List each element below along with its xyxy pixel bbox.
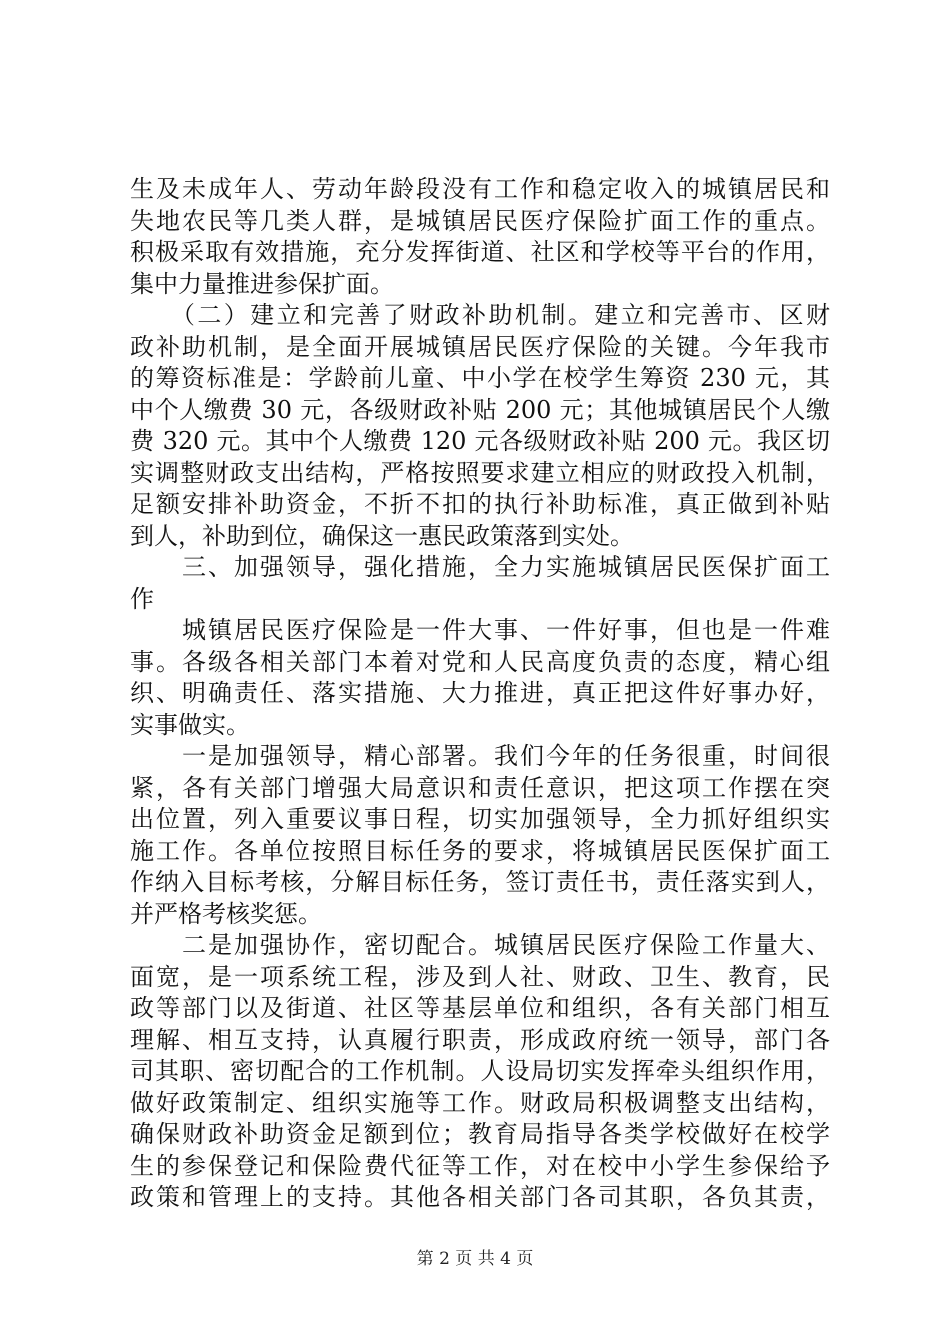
text-line: 政等部门以及街道、社区等基层单位和组织，各有关部门相互 bbox=[130, 994, 830, 1022]
text-line: 的筹资标准是：学龄前儿童、中小学在校学生筹资 230 元，其 bbox=[130, 364, 830, 392]
text-line: 政策和管理上的支持。其他各相关部门各司其职，各负其责， bbox=[130, 1183, 830, 1211]
text-line: 作纳入目标考核，分解目标任务，签订责任书，责任落实到人， bbox=[130, 868, 830, 896]
text-line: 施工作。各单位按照目标任务的要求，将城镇居民医保扩面工 bbox=[130, 836, 830, 865]
text-line: 织、明确责任、落实措施、大力推进，真正把这件好事办好， bbox=[130, 679, 830, 707]
text-line: 中个人缴费 30 元，各级财政补贴 200 元；其他城镇居民个人缴 bbox=[130, 395, 830, 424]
text-line: 确保财政补助资金足额到位；教育局指导各类学校做好在校学 bbox=[130, 1120, 830, 1148]
text-line: 集中力量推进参保扩面。 bbox=[130, 269, 394, 298]
text-line: 到人，补助到位，确保这一惠民政策落到实处。 bbox=[130, 521, 634, 550]
text-line: 一是加强领导，精心部署。我们今年的任务很重，时间很 bbox=[130, 742, 830, 770]
page-footer: 第 2 页 共 4 页 bbox=[416, 1249, 534, 1269]
text-line: 做好政策制定、组织实施等工作。财政局积极调整支出结构， bbox=[130, 1088, 830, 1117]
text-line: 生的参保登记和保险费代征等工作，对在校中小学生参保给予 bbox=[130, 1151, 830, 1180]
text-line: 作 bbox=[130, 584, 154, 613]
text-line: 费 320 元。其中个人缴费 120 元各级财政补贴 200 元。我区切 bbox=[130, 427, 830, 455]
text-line: 城镇居民医疗保险是一件大事、一件好事，但也是一件难 bbox=[130, 616, 830, 644]
text-line: 失地农民等几类人群，是城镇居民医疗保险扩面工作的重点。 bbox=[130, 206, 830, 235]
text-line: 司其职、密切配合的工作机制。人设局切实发挥牵头组织作用， bbox=[130, 1057, 830, 1085]
text-line: 足额安排补助资金，不折不扣的执行补助标准，真正做到补贴 bbox=[130, 490, 830, 518]
text-line: 并严格考核奖惩。 bbox=[130, 899, 322, 928]
text-line: 实调整财政支出结构，严格按照要求建立相应的财政投入机制， bbox=[130, 458, 830, 487]
text-line: 理解、相互支持，认真履行职责，形成政府统一领导，部门各 bbox=[130, 1025, 830, 1054]
text-line: 事。各级各相关部门本着对党和人民高度负责的态度，精心组 bbox=[130, 647, 830, 676]
text-line: 紧，各有关部门增强大局意识和责任意识，把这项工作摆在突 bbox=[130, 773, 830, 802]
text-line: （二）建立和完善了财政补助机制。建立和完善市、区财 bbox=[130, 301, 830, 329]
text-line: 出位置，列入重要议事日程，切实加强领导，全力抓好组织实 bbox=[130, 805, 830, 833]
text-line: 面宽，是一项系统工程，涉及到人社、财政、卫生、教育，民 bbox=[130, 962, 830, 991]
body-text bbox=[130, 174, 830, 1214]
text-line: 政补助机制，是全面开展城镇居民医疗保险的关键。今年我市 bbox=[130, 332, 830, 361]
text-line: 三、加强领导，强化措施，全力实施城镇居民医保扩面工 bbox=[130, 553, 830, 581]
text-line: 二是加强协作，密切配合。城镇居民医疗保险工作量大、 bbox=[130, 931, 830, 959]
text-line: 实事做实。 bbox=[130, 710, 250, 739]
text-line: 生及未成年人、劳动年龄段没有工作和稳定收入的城镇居民和 bbox=[130, 175, 830, 203]
text-line: 积极采取有效措施，充分发挥街道、社区和学校等平台的作用， bbox=[130, 238, 830, 266]
